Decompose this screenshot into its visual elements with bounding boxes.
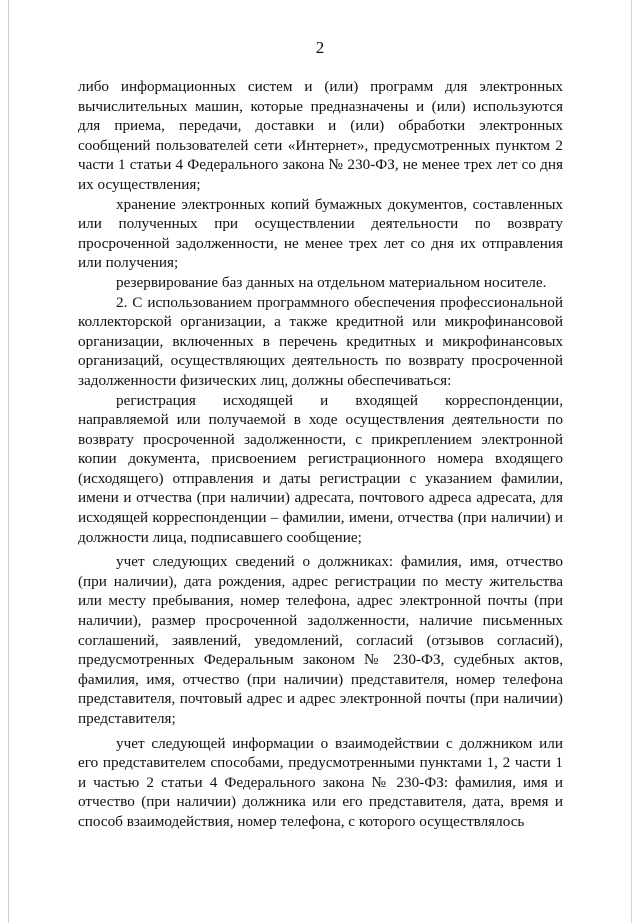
paragraph-backup: резервирование баз данных на отдельном материальном носителе. (116, 273, 547, 291)
scan-edge-right (631, 0, 632, 923)
page-number: 2 (315, 38, 325, 57)
paragraph-section-2: 2. С использованием программного обеспечения профессиональной коллекторской организации, а также кредитной или микрофинансовой организации, включенных в перечень кредитных и микрофинансовых организаций, осуществляющих деятельность по возврату просроченной задолженности физических лиц, должны обеспечиваться: (78, 293, 563, 389)
scan-edge-left (8, 0, 9, 923)
paragraph-debtor-info: учет следующих сведений о должниках: фамилия, имя, отчество (при наличии), дата рождения, адрес регистрации по месту жительства или месту пребывания, номер телефона, адрес электронной почты (при наличии), размер просроченной задолженности, наличие письменных соглашений, заявлений, уведомлений, согласий (отзывов согласий), предусмотренных Федеральным законом № 230-ФЗ, судебных актов, фамилия, имя, отчество (при наличии) представителя, номер телефона представителя, почтовый адрес и адрес электронной почты (при наличии) представителя; (78, 553, 563, 727)
paragraph-interaction-info: учет следующей информации о взаимодействии с должником или его представителем способами, предусмотренными пунктами 1, 2 части 1 и частью 2 статьи 4 Федерального закона № 230-ФЗ: фамилия, имя и отчество (при наличии) должника или его представителя, дата, время и способ взаимодействия, номер телефона, с которого осуществлялось (78, 734, 563, 830)
document-body (78, 77, 563, 832)
paragraph-storage-copies: хранение электронных копий бумажных документов, составленных или полученных при осуществлении деятельности по возврату просроченной задолженности, не менее трех лет со дня их отправления или получения; (78, 195, 563, 272)
paragraph-continuation: либо информационных систем и (или) программ для электронных вычислительных машин, которые предназначены и (или) используются для приема, передачи, доставки и (или) обработки электронных сообщений пользователей сети «Интернет», предусмотренных пунктом 2 части 1 статьи 4 Федерального закона № 230-ФЗ, не менее трех лет со дня их осуществления; (78, 78, 563, 193)
paragraph-registration: регистрация исходящей и входящей корреспонденции, направляемой или получаемой в ходе осуществления деятельности по возврату просроченной задолженности, с прикреплением электронной копии документа, присвоением регистрационного номера входящего (исходящего) отправления и даты регистрации с указанием фамилии, имени и отчества (при наличии) адресата, почтового адреса адресата, для исходящей корреспонденции – фамилии, имени, отчества (при наличии) и должности лица, подписавшего сообщение; (78, 391, 563, 546)
